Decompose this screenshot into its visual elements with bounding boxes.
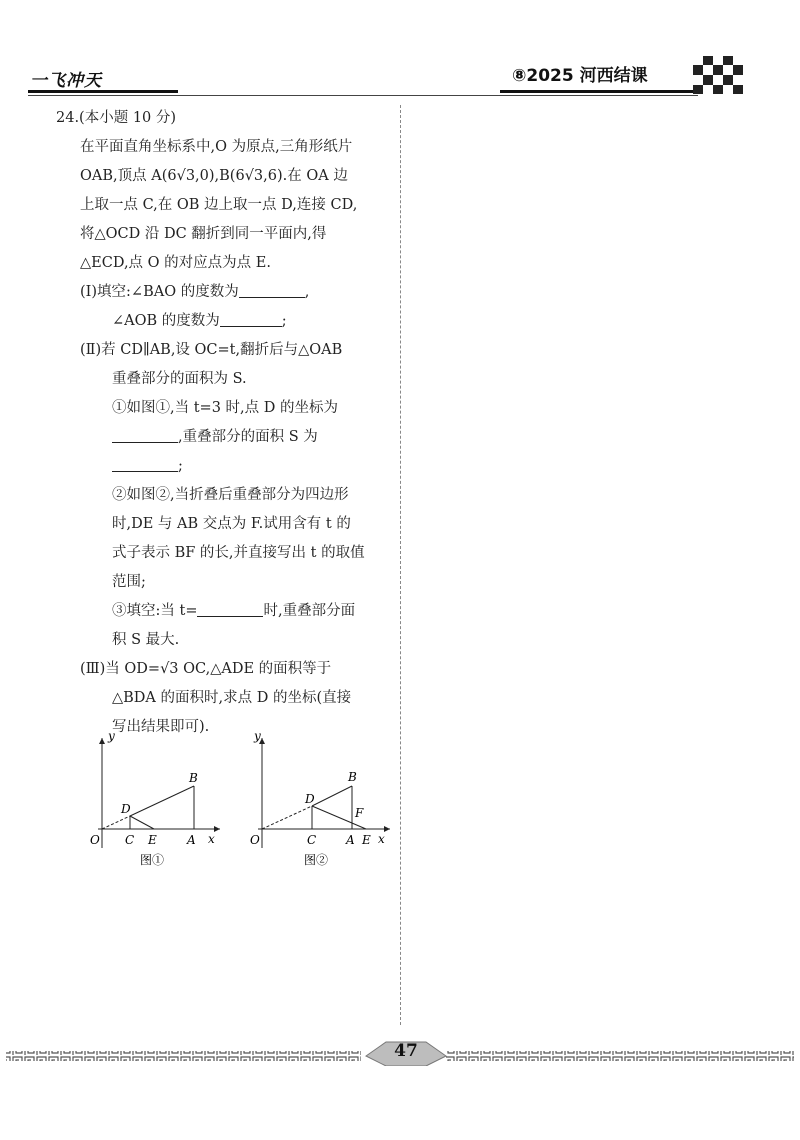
label-C: C [125,833,135,847]
label-x: x [378,832,385,846]
label-D: D [121,802,131,816]
segment-DB [130,786,194,816]
label-C: C [307,833,317,847]
figure-2 [240,730,400,870]
header-rule [28,90,178,93]
q3-text: 时,重叠部分面 [263,603,356,619]
footer-pattern-right [446,1051,794,1061]
q2-line: ②如图②,当折叠后重叠部分为四边形 [112,487,349,503]
answer-blank[interactable] [239,281,305,298]
figure-caption: 图② [304,853,329,867]
intro-line: 上取一点 C,在 OB 边上取一点 D,连接 CD, [80,197,358,213]
header-brand: 一飞冲天 [30,71,102,91]
header-rule-thin [28,95,698,96]
part3-line: △BDA 的面积时,求点 D 的坐标(直接 [112,690,352,706]
intro-line: 将△OCD 沿 DC 翻折到同一平面内,得 [80,226,327,242]
intro-line: △ECD,点 O 的对应点为点 E. [80,255,271,271]
part1-text: (Ⅰ)填空:∠BAO 的度数为 [80,284,239,300]
part2-line2: 重叠部分的面积为 S. [112,371,247,387]
label-O: O [90,833,100,847]
figure-caption: 图① [140,853,165,867]
q2-line: 范围; [112,574,146,590]
page-number: 47 [394,1041,418,1061]
problem-24 [56,104,396,742]
column-divider [400,105,401,1025]
segment-DE [130,816,154,829]
label-x: x [208,832,215,846]
label-A: A [187,833,196,847]
segment-DB [312,786,352,806]
q2-line: 时,DE 与 AB 交点为 F.试用含有 t 的 [112,516,351,532]
part3-line: 写出结果即可). [112,719,210,735]
punct: ; [281,313,287,329]
label-y: y [254,730,261,743]
footer-pattern-left [6,1051,361,1061]
label-E: E [148,833,157,847]
label-O: O [250,833,260,847]
label-D: D [305,792,315,806]
checker-decoration-icon [693,56,745,94]
q2-line: 式子表示 BF 的长,并直接写出 t 的取值 [112,545,365,561]
punct: , [304,284,310,300]
label-B: B [348,770,357,784]
header-rule-right [500,90,698,93]
figure-1 [80,730,230,870]
q3-text: ③填空:当 t= [112,603,198,619]
q1-text: ,重叠部分的面积 S 为 [178,429,318,445]
answer-blank[interactable] [220,310,282,327]
intro-line: 在平面直角坐标系中,O 为原点,三角形纸片 [80,139,353,155]
q1-line3 [56,452,396,481]
part3-line: (Ⅲ)当 OD=√3 OC,△ADE 的面积等于 [80,661,332,677]
part1-text: ∠AOB 的度数为 [112,313,220,329]
header-series-title: ⑧2025 河西结课 [512,66,648,86]
punct: ; [178,458,183,474]
answer-blank[interactable] [112,426,178,443]
part1-line1 [56,278,396,307]
segment-OD [102,816,130,829]
problem-title: 24.(本小题 10 分) [56,110,177,126]
answer-blank[interactable] [197,600,263,617]
label-B: B [189,771,198,785]
segment-OD [262,806,312,829]
answer-blank[interactable] [112,455,178,472]
q1-line1: ①如图①,当 t=3 时,点 D 的坐标为 [112,400,338,416]
label-y: y [108,730,115,743]
part2-line1: (Ⅱ)若 CD∥AB,设 OC=t,翻折后与△OAB [80,342,343,358]
intro-line: OAB,顶点 A(6√3,0),B(6√3,6).在 OA 边 [80,168,348,184]
label-F: F [355,806,364,820]
label-A: A [346,833,355,847]
q3-line1 [56,597,396,626]
part1-line2 [56,307,396,336]
q3-line2: 积 S 最大. [112,632,180,648]
q1-line2 [56,423,396,452]
label-E: E [362,833,371,847]
